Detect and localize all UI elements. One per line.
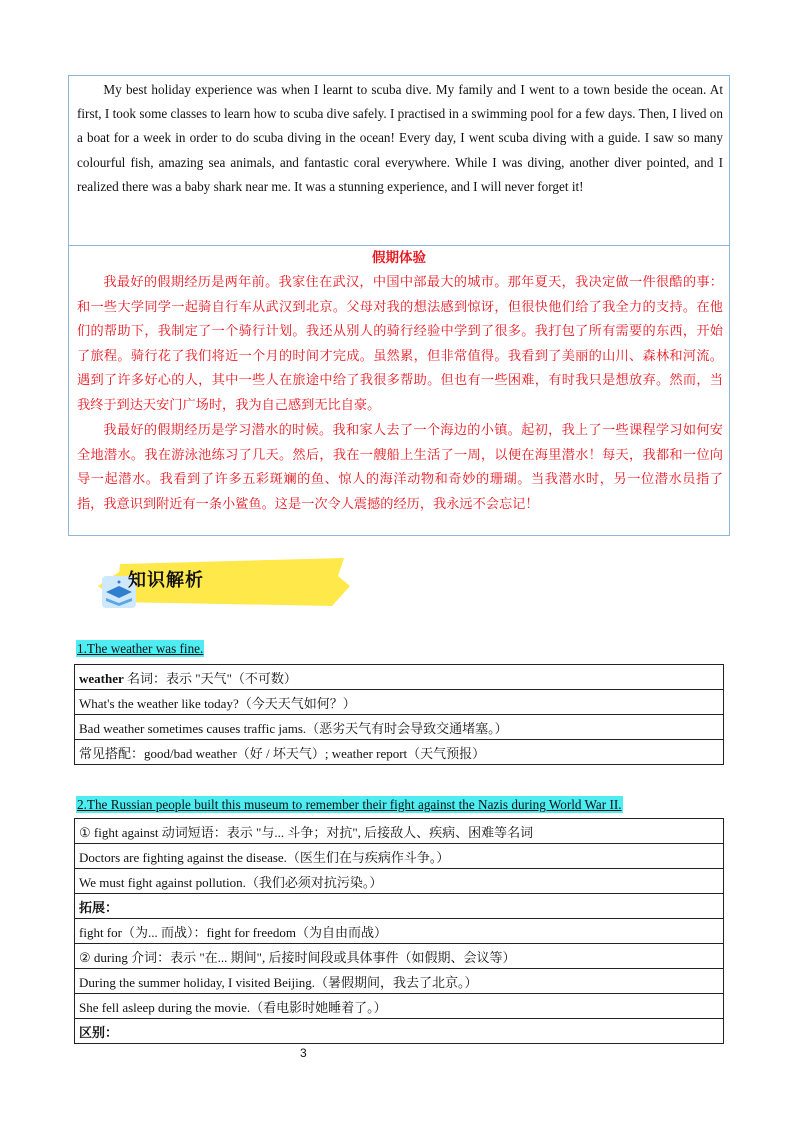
point-1-table — [74, 664, 724, 765]
chinese-paragraph-2: 我最好的假期经历是学习潜水的时候。我和家人去了一个海边的小镇。起初，我上了一些课程学习如何安全地潜水。我在游泳池练习了几天。然后，我在一艘船上生活了一周，以便在海里潜水！每天，我都和一位向导一起潜水。我看到了许多五彩斑斓的鱼、惊人的海洋动物和奇妙的珊瑚。当我潜水时，另一位潜水员指了指，我意识到附近有一条小鲨鱼。这是一次令人震撼的经历，我永远不会忘记！ — [77, 423, 723, 512]
table-row — [75, 844, 724, 869]
table-row — [75, 969, 724, 994]
row-text: During the summer holiday, I visited Beijing.（暑假期间，我去了北京。） — [79, 974, 478, 990]
row-text: We must fight against pollution.（我们必须对抗污染。） — [79, 874, 383, 890]
table-row — [75, 740, 724, 765]
table-row — [75, 715, 724, 740]
section-title: 知识解析 — [128, 570, 204, 591]
row-text: ① fight against 动词短语：表示 "与... 斗争；对抗", 后接敌人、疾病、困难等名词 — [79, 824, 534, 840]
row-text: 常见搭配：good/bad weather（好 / 坏天气）; weather report（天气预报） — [79, 745, 486, 761]
term-bold: 拓展： — [79, 899, 119, 915]
row-text: Doctors are fighting against the disease.（医生们在与疾病作斗争。） — [79, 849, 450, 865]
row-text: She fell asleep during the movie.（看电影时她睡着了。） — [79, 999, 387, 1015]
table-row — [75, 894, 724, 919]
passage-box — [68, 75, 730, 536]
table-row — [75, 994, 724, 1019]
chinese-paragraph-1: 我最好的假期经历是两年前。我家住在武汉，中国中部最大的城市。那年夏天，我决定做一件很酷的事：和一些大学同学一起骑自行车从武汉到北京。父母对我的想法感到惊讶，但很快他们给了我全力的支持。在他们的帮助下，我制定了一个骑行计划。我还从别人的骑行经验中学到了很多。我打包了所有需要的东西，开始了旅程。骑行花了我们将近一个月的时间才完成。虽然累，但非常值得。我看到了美丽的山川、森林和河流。遇到了许多好心的人，其中一些人在旅途中给了我很多帮助。但也有一些困难，有时我只是想放弃。然而，当我终于到达天安门广场时，我为自己感到无比自豪。 — [77, 275, 723, 413]
page-number: 3 — [300, 1046, 307, 1060]
english-passage: My best holiday experience was when I learnt to scuba dive. My family and I went to a town beside the ocean. At first, I took some classes to learn how to scuba dive safely. I practised in a swimming pool for a few days. Then, I lived on a boat for a week in order to do scuba diving in the ocean! Every day, I went scuba diving with a guide. I saw so many colourful fish, amazing sea animals, and fantastic coral everywhere. While I was diving, another diver pointed, and I realized there was a baby shark near me. It was a stunning experience, and I will never forget it! — [77, 82, 723, 194]
chinese-title: 假期体验 — [372, 250, 426, 266]
table-row — [75, 869, 724, 894]
table-row — [75, 819, 724, 844]
row-text: ② during 介词：表示 "在... 期间", 后接时间段或具体事件（如假期、会议等） — [79, 949, 516, 965]
table-row — [75, 690, 724, 715]
point-2-table — [74, 818, 724, 1044]
row-text: Bad weather sometimes causes traffic jams.（恶劣天气有时会导致交通堵塞。） — [79, 720, 508, 736]
row-text: fight for（为... 而战）：fight for freedom（为自由而战） — [79, 924, 387, 940]
point-1-heading: 1.The weather was fine. — [77, 641, 204, 656]
table-row — [75, 944, 724, 969]
point-2-heading: 2.The Russian people built this museum to remember their fight against the Nazis during World War II. — [77, 797, 622, 812]
term-bold: weather — [79, 670, 124, 686]
term-bold: 区别： — [79, 1024, 119, 1040]
table-row — [75, 665, 724, 690]
row-text: 名词：表示 "天气"（不可数） — [123, 670, 297, 686]
table-row — [75, 919, 724, 944]
row-text: What's the weather like today?（今天天气如何？） — [79, 695, 356, 711]
table-row — [75, 1019, 724, 1044]
